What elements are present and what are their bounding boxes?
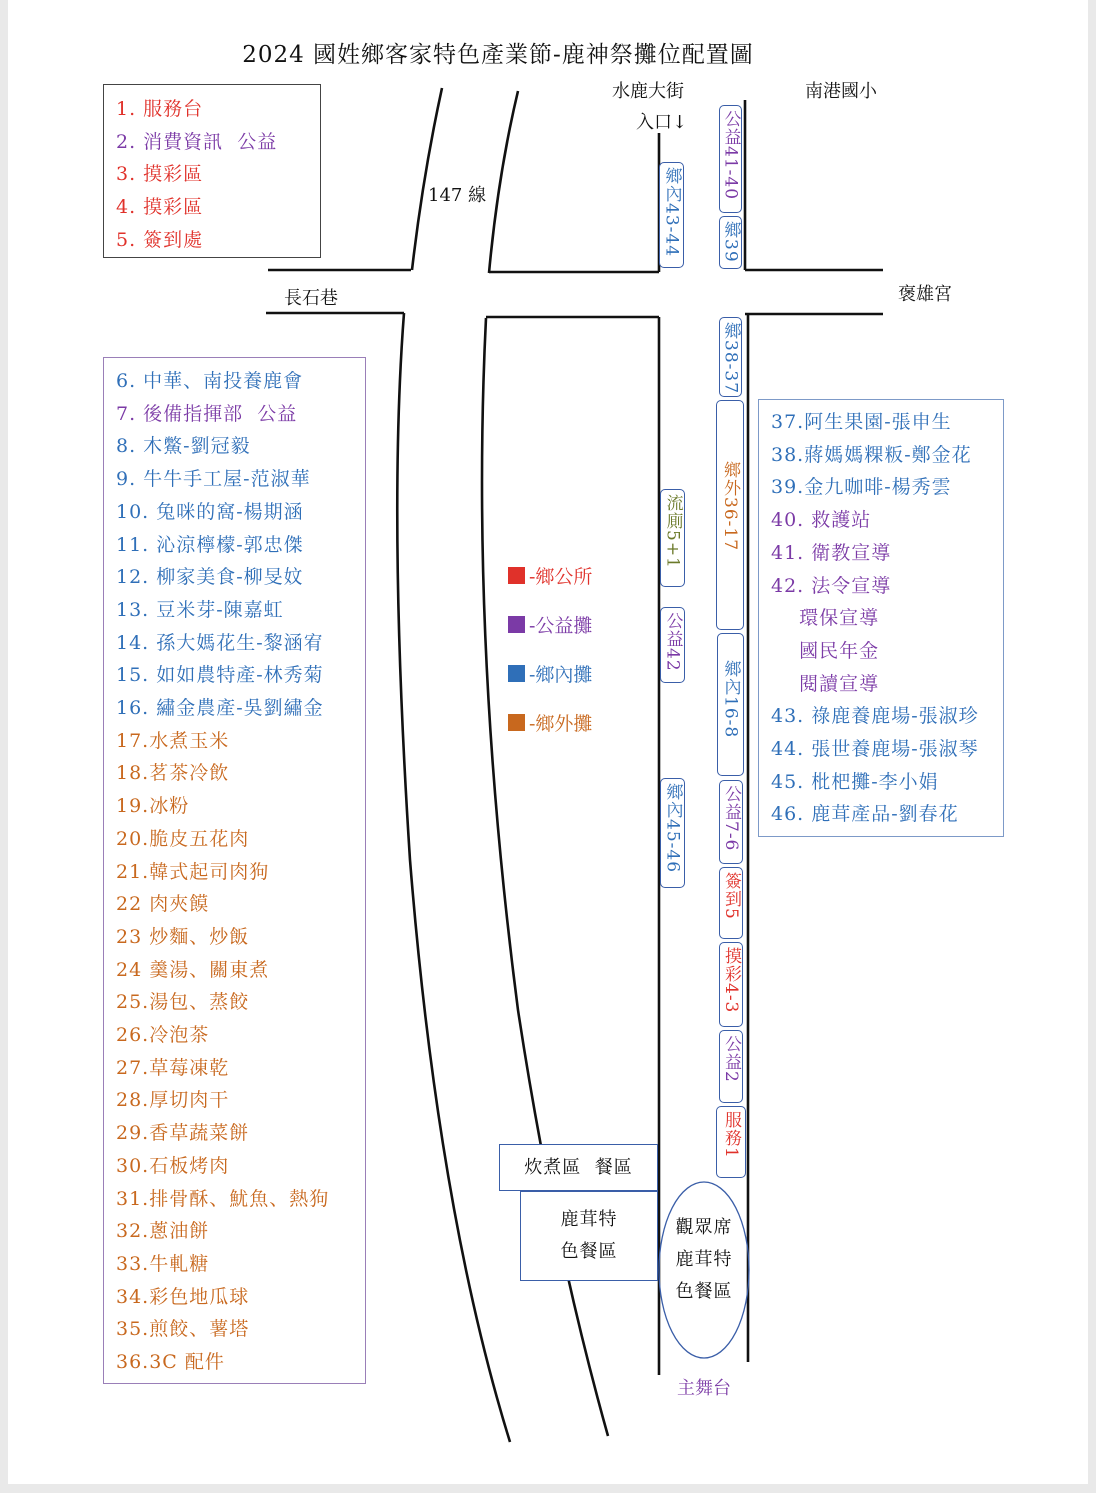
cooking-dining-label: 炊煮區 餐區 bbox=[524, 1156, 633, 1178]
legend-top-box bbox=[103, 84, 321, 258]
legend-top-list bbox=[116, 93, 320, 257]
stall-41-40: 公益41-40 bbox=[719, 105, 742, 213]
legend-right-list bbox=[771, 406, 1003, 831]
deer-dining-area bbox=[520, 1191, 658, 1281]
stall-45-46: 鄉內45-46 bbox=[660, 778, 685, 888]
legend-top-item: 4. 摸彩區 bbox=[116, 196, 204, 219]
legend-left-item: 22 肉夾饃 bbox=[116, 893, 210, 916]
legend-left-item: 12. 柳家美食-柳旻妏 bbox=[116, 566, 304, 589]
key-item bbox=[508, 660, 592, 687]
legend-top-item: 1. 服務台 bbox=[116, 98, 204, 120]
legend-left-item: 30.石板烤肉 bbox=[116, 1154, 230, 1177]
legend-right-item: 41. 衛教宣導 bbox=[771, 541, 892, 564]
legend-left-item: 10. 兔咪的窩-楊期涵 bbox=[116, 500, 304, 523]
legend-right-item: 38.蔣媽媽粿粄-鄭金花 bbox=[771, 443, 972, 466]
legend-right-item: 46. 鹿茸產品-劉春花 bbox=[771, 803, 959, 826]
stall-5-checkin: 簽到5 bbox=[719, 867, 743, 939]
legend-right-item: 環保宣導 bbox=[771, 607, 880, 630]
legend-right-item: 39.金九咖啡-楊秀雲 bbox=[771, 476, 952, 499]
legend-right-item: 45. 枇杷攤-李小娟 bbox=[771, 770, 939, 793]
legend-left-item: 16. 繡金農產-吳劉繡金 bbox=[116, 697, 324, 720]
audience-label-2: 鹿茸特 bbox=[675, 1249, 733, 1270]
label-route-147: 147 線 bbox=[428, 185, 487, 206]
stall-39: 鄉39 bbox=[719, 216, 742, 269]
stall-43-44: 鄉內43-44 bbox=[659, 162, 684, 268]
legend-left-item: 17.水煮玉米 bbox=[116, 729, 230, 752]
key-swatch bbox=[508, 567, 525, 584]
legend-left-item: 28.厚切肉干 bbox=[116, 1089, 230, 1112]
key-swatch bbox=[508, 616, 525, 633]
legend-left-item: 8. 木鱉-劉冠毅 bbox=[116, 435, 251, 458]
key-label: -鄉外攤 bbox=[529, 713, 593, 735]
deer-dining-label-1: 鹿茸特 bbox=[560, 1209, 618, 1230]
label-entrance: 入口↓ bbox=[636, 112, 688, 133]
page-title: 2024 國姓鄉客家特色產業節-鹿神祭攤位配置圖 bbox=[242, 42, 754, 68]
legend-top-item: 3. 摸彩區 bbox=[116, 163, 204, 186]
key-item bbox=[508, 611, 592, 638]
legend-left-item: 7. 後備指揮部 公益 bbox=[116, 402, 298, 425]
legend-left-item: 27.草莓凍乾 bbox=[116, 1056, 230, 1079]
label-changshi-lane: 長石巷 bbox=[284, 288, 338, 309]
cooking-dining-area bbox=[499, 1144, 658, 1191]
stall-38-37: 鄉38-37 bbox=[719, 317, 742, 397]
legend-right-item: 37.阿生果園-張申生 bbox=[771, 411, 952, 433]
key-swatch bbox=[508, 665, 525, 682]
legend-right-box bbox=[758, 399, 1004, 837]
legend-left-item: 18.茗茶冷飲 bbox=[116, 762, 230, 785]
legend-right-item: 閱讀宣導 bbox=[771, 672, 880, 695]
legend-left-item: 33.牛軋糖 bbox=[116, 1252, 210, 1275]
stall-toilet: 流廁5+1 bbox=[660, 489, 685, 587]
key-label: -鄉內攤 bbox=[529, 664, 593, 686]
legend-left-item: 36.3C 配件 bbox=[116, 1351, 225, 1374]
road-147-left-lower bbox=[397, 313, 510, 1442]
stall-16-8: 鄉內16-8 bbox=[717, 633, 744, 776]
legend-left-item: 25.湯包、蒸餃 bbox=[116, 991, 250, 1014]
key-label: -公益攤 bbox=[529, 615, 593, 637]
legend-right-item: 國民年金 bbox=[771, 639, 880, 662]
audience-label-1: 觀眾席 bbox=[675, 1217, 733, 1238]
label-shuilu-street: 水鹿大街 bbox=[612, 81, 684, 102]
label-baoxiong-temple: 褒雄宮 bbox=[898, 284, 952, 305]
label-main-stage: 主舞台 bbox=[677, 1378, 731, 1399]
legend-left-box bbox=[103, 357, 366, 1384]
legend-left-item: 35.煎餃、薯塔 bbox=[116, 1318, 250, 1341]
audience-area bbox=[661, 1212, 747, 1308]
legend-left-item: 13. 豆米芽-陳嘉虹 bbox=[116, 598, 284, 621]
stall-4-3-lottery: 摸彩4-3 bbox=[719, 942, 743, 1027]
key-swatch bbox=[508, 714, 525, 731]
legend-left-item: 21.韓式起司肉狗 bbox=[116, 860, 270, 883]
legend-right-item: 44. 張世養鹿場-張淑琴 bbox=[771, 738, 979, 761]
stall-1-service: 服務1 bbox=[716, 1106, 746, 1178]
stall-2: 公益2 bbox=[719, 1030, 743, 1103]
legend-left-list bbox=[116, 365, 365, 1379]
key-item bbox=[508, 709, 592, 736]
legend-left-item: 20.脆皮五花肉 bbox=[116, 827, 250, 850]
legend-top-item: 5. 簽到處 bbox=[116, 228, 204, 251]
legend-left-item: 9. 牛牛手工屋-范淑華 bbox=[116, 468, 311, 491]
legend-left-item: 29.香草蔬菜餅 bbox=[116, 1122, 250, 1145]
legend-left-item: 24 羹湯、關東煮 bbox=[116, 958, 270, 981]
label-nangang-school: 南港國小 bbox=[805, 81, 877, 102]
legend-top-item: 2. 消費資訊 公益 bbox=[116, 130, 278, 153]
deer-dining-label-2: 色餐區 bbox=[560, 1241, 618, 1262]
audience-label-3: 色餐區 bbox=[675, 1281, 733, 1302]
legend-left-item: 32.蔥油餅 bbox=[116, 1220, 210, 1243]
legend-right-item: 40. 救護站 bbox=[771, 509, 872, 532]
legend-left-item: 23 炒麵、炒飯 bbox=[116, 925, 250, 948]
map-sheet bbox=[8, 0, 1088, 1484]
key-label: -鄉公所 bbox=[529, 566, 593, 588]
legend-left-item: 19.冰粉 bbox=[116, 795, 190, 818]
road-147-right-edge bbox=[489, 91, 518, 273]
legend-right-item: 43. 祿鹿養鹿場-張淑珍 bbox=[771, 705, 979, 728]
legend-left-item: 26.冷泡茶 bbox=[116, 1024, 210, 1047]
key-item bbox=[508, 562, 592, 589]
stall-36-17: 鄉外36-17 bbox=[716, 400, 744, 630]
legend-left-item: 6. 中華、南投養鹿會 bbox=[116, 370, 304, 392]
stall-42: 公益42 bbox=[660, 607, 685, 683]
legend-left-item: 15. 如如農特產-林秀菊 bbox=[116, 664, 324, 687]
road-147-left-edge bbox=[412, 88, 442, 270]
legend-left-item: 14. 孫大媽花生-黎涵宥 bbox=[116, 631, 324, 654]
legend-right-item: 42. 法令宣導 bbox=[771, 574, 892, 597]
stall-7-6: 公益7-6 bbox=[719, 780, 743, 864]
legend-left-item: 31.排骨酥、魷魚、熱狗 bbox=[116, 1187, 330, 1210]
legend-left-item: 11. 沁涼檸檬-郭忠傑 bbox=[116, 533, 304, 556]
legend-left-item: 34.彩色地瓜球 bbox=[116, 1285, 250, 1308]
